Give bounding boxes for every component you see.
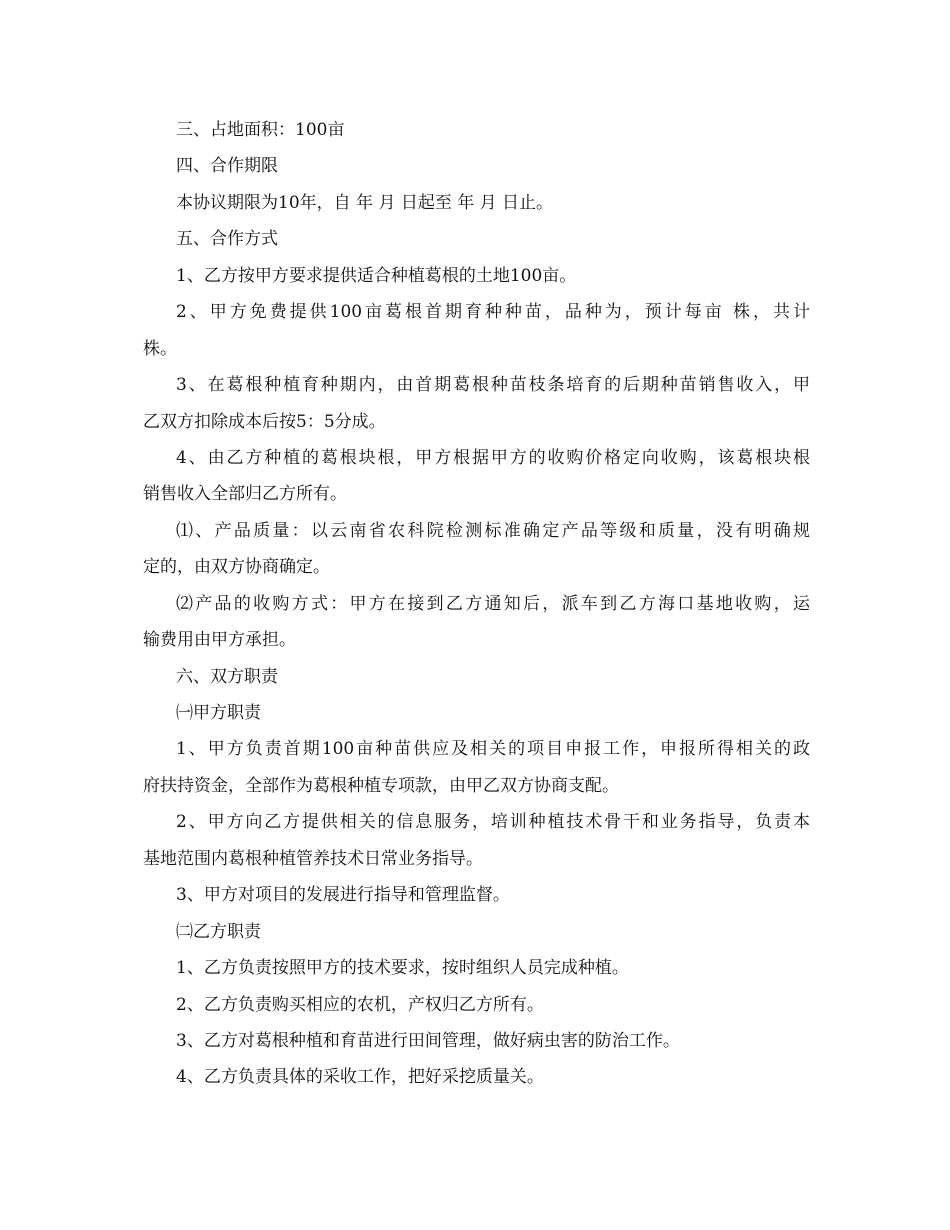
text-line: ㈠甲方职责	[176, 703, 261, 723]
text-line: ⑴、产品质量：以云南省农科院检测标准确定产品等级和质量，没有明确规	[176, 520, 810, 541]
text-line: 2、甲方向乙方提供相关的信息服务，培训种植技术骨干和业务指导，负责本	[176, 812, 810, 833]
text-line: ⑵产品的收购方式：甲方在接到乙方通知后，派车到乙方海口基地收购，运	[176, 593, 810, 614]
text-line: 销售收入全部归乙方所有。	[143, 484, 347, 505]
text-line: 4、乙方负责具体的采收工作，把好采挖质量关。	[176, 1067, 544, 1088]
paragraph	[143, 695, 810, 731]
paragraph	[143, 914, 810, 950]
text-line: 1、甲方负责首期100亩种苗供应及相关的项目申报工作，申报所得相关的政	[176, 739, 810, 760]
paragraph	[143, 987, 810, 1023]
text-line: 1、乙方按甲方要求提供适合种植葛根的土地100亩。	[176, 265, 577, 286]
paragraph	[143, 804, 810, 877]
text-line: 基地范围内葛根种植管养技术日常业务指导。	[143, 848, 483, 869]
paragraph	[143, 221, 810, 257]
text-line: 五、合作方式	[176, 229, 278, 250]
text-line: 三、占地面积：100亩	[176, 120, 345, 140]
text-line: 株。	[143, 338, 177, 359]
text-line: 2、甲方免费提供100亩葛根首期育种种苗，品种为，预计每亩 株，共计	[176, 302, 810, 323]
text-line: 府扶持资金，全部作为葛根种植专项款，由甲乙双方协商支配。	[143, 775, 619, 796]
paragraph	[143, 148, 810, 184]
paragraph	[143, 1059, 810, 1095]
text-line: 六、双方职责	[176, 666, 278, 687]
paragraph	[143, 586, 810, 659]
text-line: 乙双方扣除成本后按5：5分成。	[143, 411, 386, 432]
paragraph	[143, 731, 810, 804]
document-page	[143, 112, 810, 1096]
text-line: 本协议期限为10年，自 年 月 日起至 年 月 日止。	[176, 192, 554, 213]
text-line: 3、乙方对葛根种植和育苗进行田间管理，做好病虫害的防治工作。	[176, 1030, 680, 1051]
paragraph	[143, 950, 810, 986]
paragraph	[143, 440, 810, 513]
text-line: 输费用由甲方承担。	[143, 630, 296, 651]
paragraph	[143, 877, 810, 913]
text-line: 四、合作期限	[176, 156, 278, 177]
paragraph	[143, 258, 810, 294]
paragraph	[143, 367, 810, 440]
paragraph	[143, 294, 810, 367]
paragraph	[143, 513, 810, 586]
text-line: 4、由乙方种植的葛根块根，甲方根据甲方的收购价格定向收购，该葛根块根	[176, 447, 810, 468]
text-line: 3、在葛根种植育种期内，由首期葛根种苗枝条培育的后期种苗销售收入，甲	[176, 375, 810, 396]
text-line: 2、乙方负责购买相应的农机，产权归乙方所有。	[176, 994, 544, 1015]
paragraph	[143, 112, 810, 148]
text-line: 1、乙方负责按照甲方的技术要求，按时组织人员完成种植。	[176, 958, 629, 979]
paragraph	[143, 659, 810, 695]
text-line: 定的，由双方协商确定。	[143, 557, 330, 578]
paragraph	[143, 185, 810, 221]
text-line: ㈡乙方职责	[176, 921, 261, 942]
text-line: 3、甲方对项目的发展进行指导和管理监督。	[176, 885, 510, 906]
paragraph	[143, 1023, 810, 1059]
